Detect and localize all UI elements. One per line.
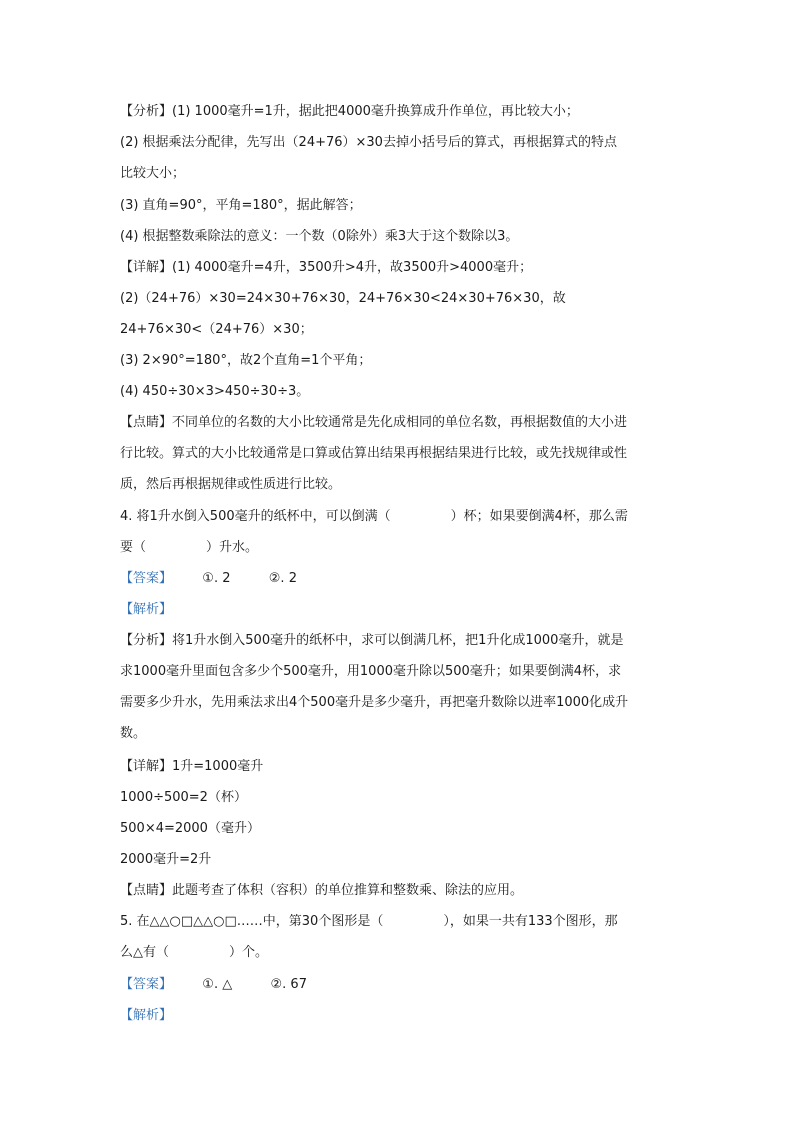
text-line: 质，然后再根据规律或性质进行比较。 bbox=[120, 477, 342, 492]
question-text: 4. 将1升水倒入500毫升的纸杯中，可以倒满（ bbox=[120, 509, 391, 524]
text-line: (4) 根据整数乘除法的意义：一个数（0除外）乘3大于这个数除以3。 bbox=[120, 229, 519, 244]
text-line: (4) 450÷30×3>450÷30÷3。 bbox=[120, 384, 310, 399]
text-line: (3) 2×90°=180°，故2个直角=1个平角； bbox=[120, 353, 372, 368]
text-line: 1000÷500=2（杯） bbox=[120, 790, 247, 805]
answer-label: 【答案】 bbox=[120, 977, 173, 992]
text-line: 【点睛】此题考查了体积（容积）的单位推算和整数乘、除法的应用。 bbox=[120, 883, 524, 898]
question-text: ）升水。 bbox=[206, 540, 259, 555]
text-line: 2000毫升=2升 bbox=[120, 852, 212, 867]
answer-value: ①. △ bbox=[202, 977, 233, 992]
question-5-line-1 bbox=[120, 912, 680, 932]
text-line: 【详解】1升=1000毫升 bbox=[120, 759, 264, 774]
question-text: ），如果一共有133个图形，那 bbox=[443, 914, 618, 929]
answer-line bbox=[120, 569, 680, 589]
answer-line bbox=[120, 975, 680, 995]
text-line: 需要多少升水，先用乘法求出4个500毫升是多少毫升，再把毫升数除以进率1000化成升 bbox=[120, 695, 629, 710]
question-text: 么△有（ bbox=[120, 945, 169, 960]
text-line: 数。 bbox=[120, 726, 147, 741]
text-line: 【分析】(1) 1000毫升=1升，据此把4000毫升换算成升作单位，再比较大小； bbox=[120, 104, 579, 119]
question-5-line-2 bbox=[120, 943, 680, 963]
question-text: ）个。 bbox=[229, 945, 269, 960]
text-line: 比较大小； bbox=[120, 166, 186, 181]
question-4-line-1 bbox=[120, 507, 680, 527]
text-line: 24+76×30<（24+76）×30； bbox=[120, 322, 313, 337]
text-line: 行比较。算式的大小比较通常是口算或估算出结果再根据结果进行比较，或先找规律或性 bbox=[120, 446, 628, 461]
text-line: 求1000毫升里面包含多少个500毫升，用1000毫升除以500毫升；如果要倒满4杯，求 bbox=[120, 664, 622, 679]
text-line: 【详解】(1) 4000毫升=4升，3500升>4升，故3500升>4000毫升； bbox=[120, 260, 533, 275]
question-4-line-2 bbox=[120, 538, 680, 558]
text-line: 【分析】将1升水倒入500毫升的纸杯中，求可以倒满几杯，把1升化成1000毫升，就是 bbox=[120, 633, 624, 648]
text-line: 500×4=2000（毫升） bbox=[120, 821, 260, 836]
question-text: 5. 在△△○□△△○□……中，第30个图形是（ bbox=[120, 914, 384, 929]
analysis-label: 【解析】 bbox=[120, 602, 173, 617]
text-line: (3) 直角=90°，平角=180°，据此解答； bbox=[120, 198, 362, 213]
question-text: ）杯；如果要倒满4杯，那么需 bbox=[450, 509, 628, 524]
text-line: (2)（24+76）×30=24×30+76×30，24+76×30<24×30+76×30，故 bbox=[120, 291, 566, 306]
answer-value: ②. 67 bbox=[270, 977, 307, 992]
answer-label: 【答案】 bbox=[120, 571, 173, 586]
text-line: 【点睛】不同单位的名数的大小比较通常是先化成相同的单位名数，再根据数值的大小进 bbox=[120, 415, 628, 430]
analysis-label: 【解析】 bbox=[120, 1008, 173, 1023]
text-line: (2) 根据乘法分配律，先写出（24+76）×30去掉小括号后的算式，再根据算式的特点 bbox=[120, 135, 617, 150]
answer-value: ②. 2 bbox=[268, 571, 297, 586]
question-text: 要（ bbox=[120, 540, 147, 555]
answer-value: ①. 2 bbox=[202, 571, 231, 586]
